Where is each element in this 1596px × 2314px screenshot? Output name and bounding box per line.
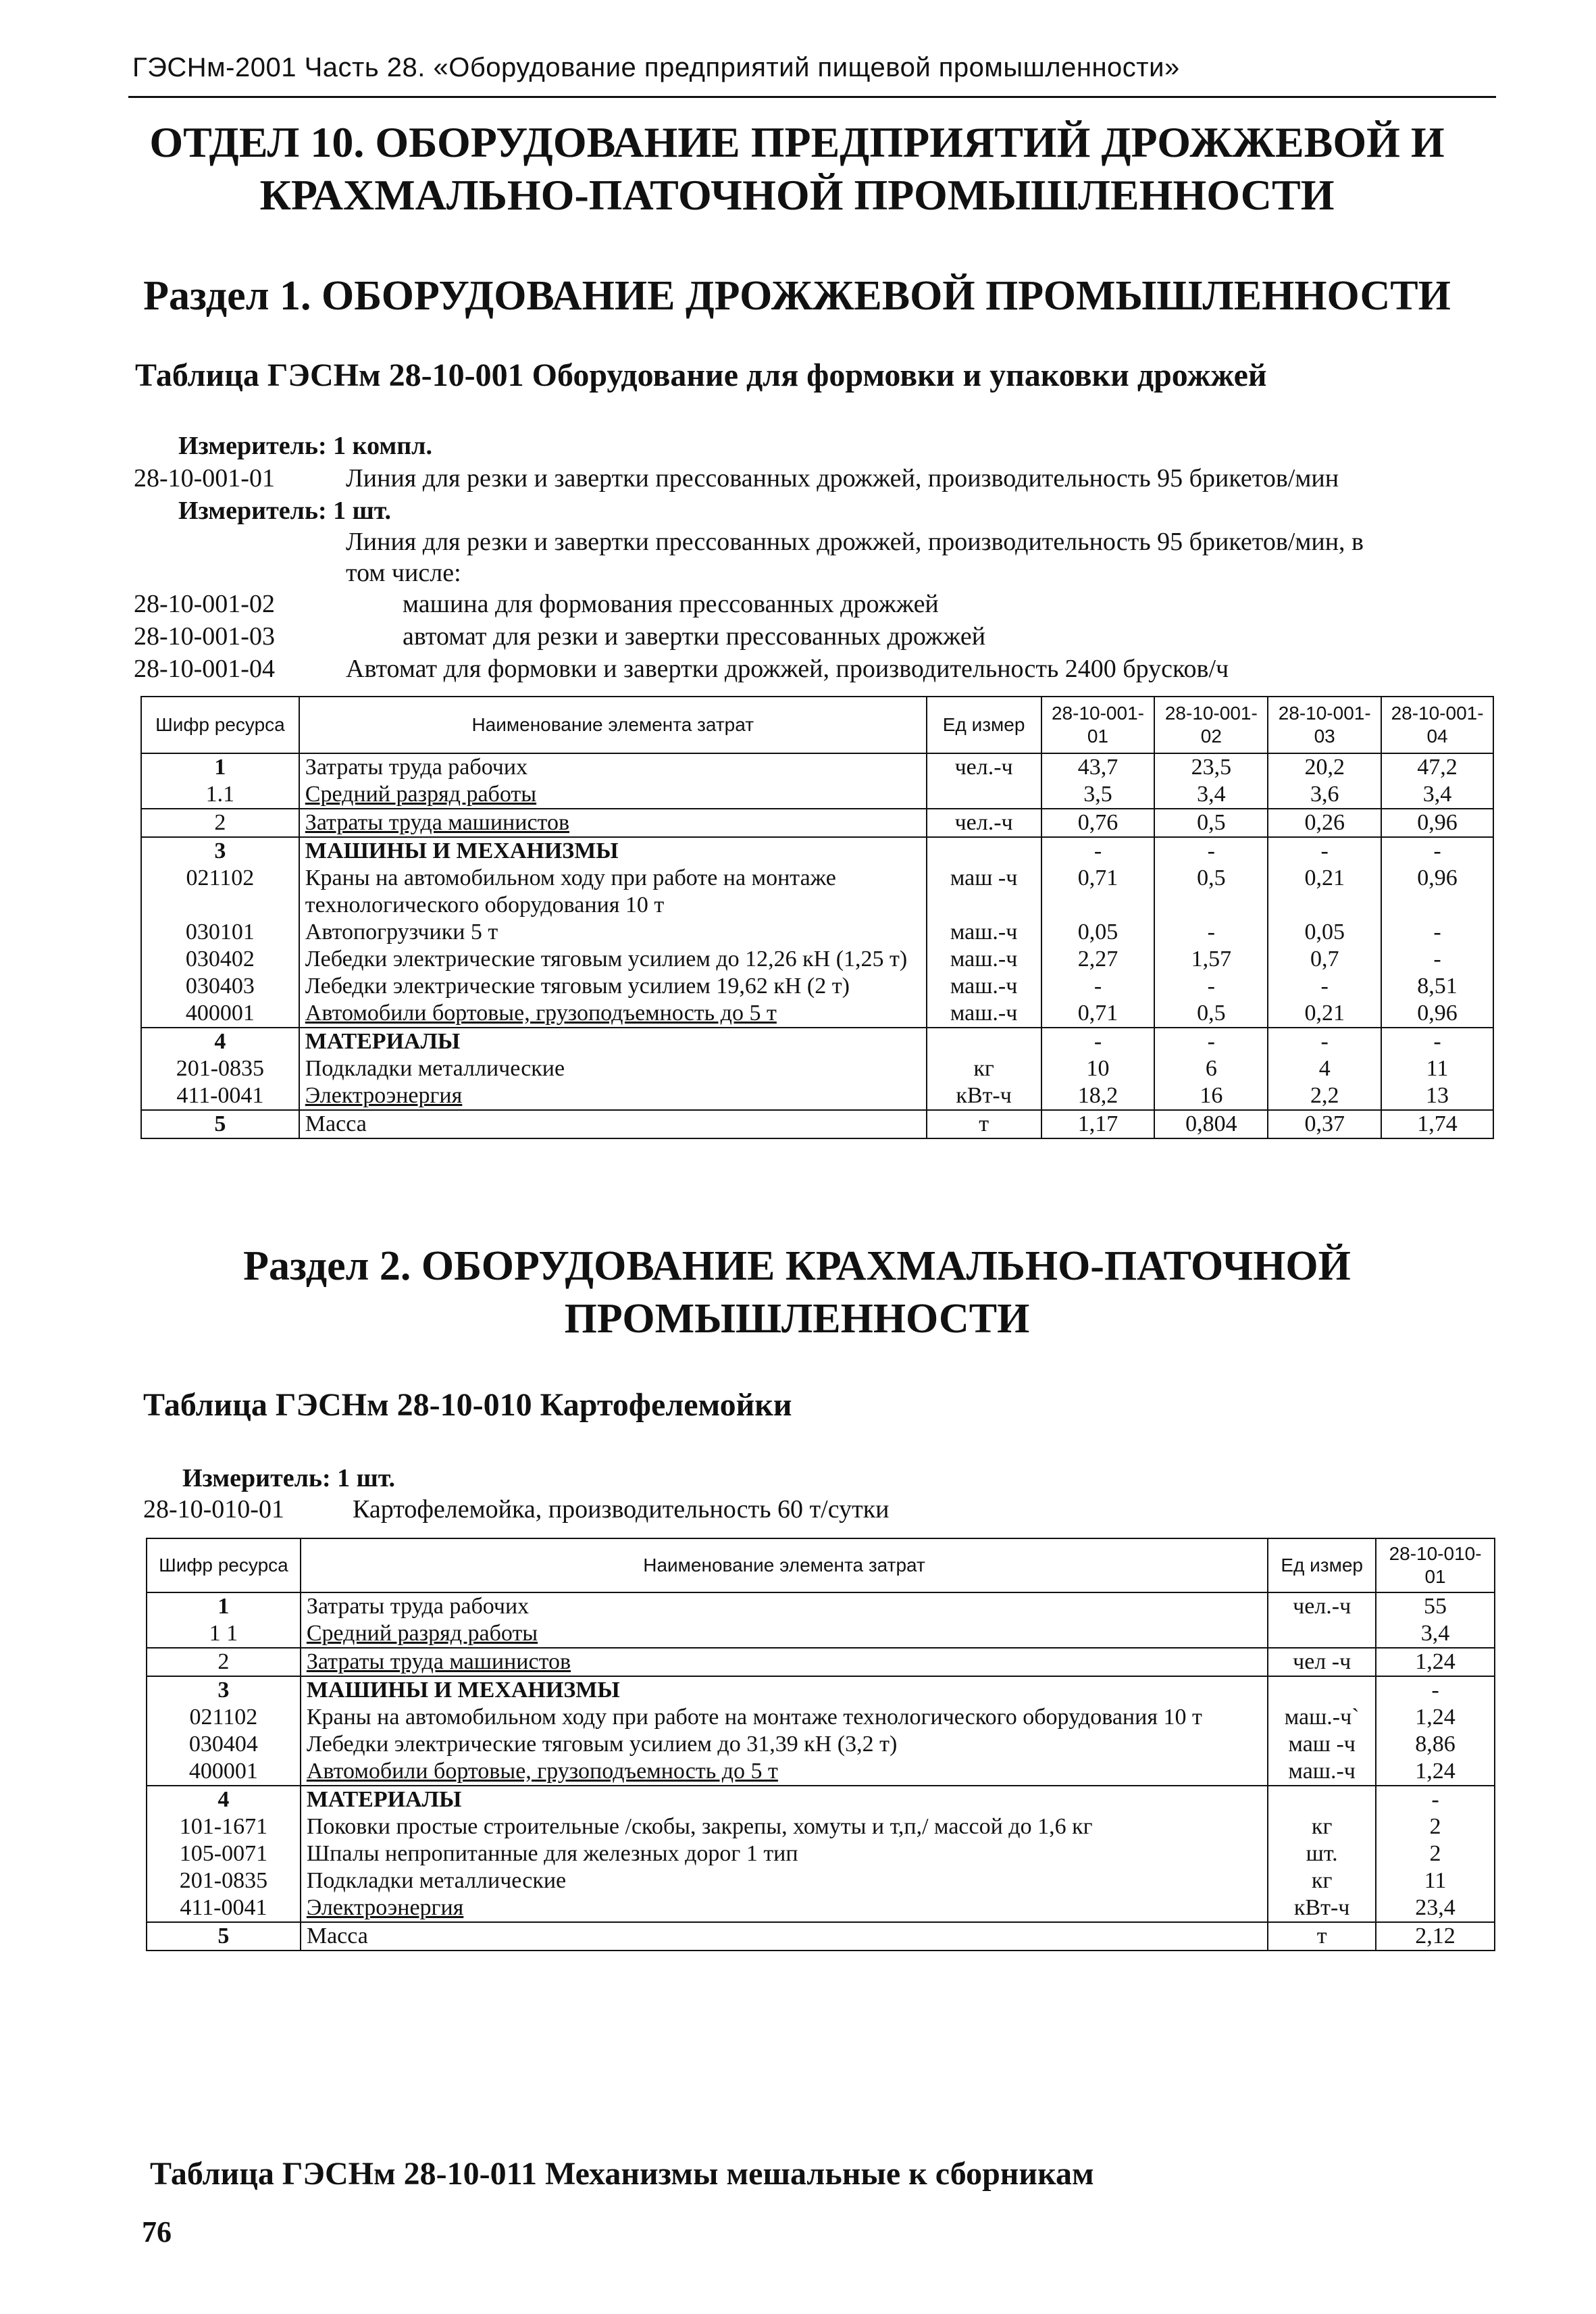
norm-value: 0,96 [1381,1000,1493,1028]
col-header-name: Наименование элемента затрат [301,1538,1268,1592]
resource-unit [1268,1676,1376,1704]
norm-description: Автомат для формовки и завертки дрожжей, производительность 2400 брусков/ч [346,655,1229,683]
resource-unit: т [927,1110,1041,1138]
resource-unit: маш.-ч [1268,1758,1376,1786]
resource-name [299,973,927,1000]
resource-unit [927,1028,1041,1055]
norm-value: 0,05 [1041,919,1155,946]
norm-description: автомат для резки и завертки прессованных дрожжей [403,622,986,651]
resource-unit [1268,1620,1376,1648]
norm-value: 3,4 [1381,781,1493,809]
resource-name [301,1704,1268,1731]
resource-name [301,1731,1268,1758]
col-header-code: Шифр ресурса [141,697,299,753]
norm-value: 0,804 [1154,1110,1268,1138]
resource-unit: чел.-ч [1268,1592,1376,1620]
norm-value: 0,7 [1268,946,1381,973]
resource-code: 1 [147,1592,301,1620]
table-row [141,1055,1493,1082]
table-row [147,1648,1495,1676]
resource-code: 101-1671 [147,1813,301,1840]
col-header-code: Шифр ресурса [147,1538,301,1592]
resource-name-text: Автомобили бортовые, грузоподъемность до 5 т [305,1001,777,1026]
table-row [147,1758,1495,1786]
meter-value: 1 компл. [333,432,432,460]
resource-unit: кг [927,1055,1041,1082]
resource-code: 3 [147,1676,301,1704]
table2-title: Таблица ГЭСНм 28-10-010 Картофелемойки [143,1387,792,1423]
table-row [147,1922,1495,1951]
norm-value: - [1268,837,1381,865]
resource-code: 2 [147,1648,301,1676]
norm-description: Линия для резки и завертки прессованных дрожжей, производительность 95 брикетов/мин, в [346,528,1364,556]
norm-value: 16 [1154,1082,1268,1110]
col-header-unit: Ед измер [1268,1538,1376,1592]
norm-value: 0,71 [1041,1000,1155,1028]
table-row [141,865,1493,919]
resource-code: 1.1 [141,781,299,809]
resource-code: 201-0835 [141,1055,299,1082]
page-number: 76 [142,2215,172,2248]
resource-name [299,865,927,919]
resource-name-text: МАТЕРИАЛЫ [306,1787,462,1812]
norm-value: 3,5 [1041,781,1155,809]
resource-name-text: Электроэнергия [305,1083,463,1108]
resource-unit [927,781,1041,809]
resource-name-text: Подкладки металлические [305,1056,565,1081]
norm-value: 0,96 [1381,865,1493,919]
meter-label: Измеритель: [182,1464,331,1492]
norm-code: 28-10-001-03 [134,622,275,651]
norm-value: - [1041,1028,1155,1055]
resource-name [299,919,927,946]
norm-value: 3,4 [1154,781,1268,809]
norm-value: 0,37 [1268,1110,1381,1138]
table-row [147,1704,1495,1731]
norm-value: 0,76 [1041,809,1155,837]
resource-name-text: Автопогрузчики 5 т [305,920,498,945]
norm-value: - [1381,919,1493,946]
norm-code: 28-10-001-02 [134,590,275,618]
resource-code: 030101 [141,919,299,946]
resource-code: 5 [147,1922,301,1951]
resource-name [299,837,927,865]
norm-code: 28-10-001-04 [134,655,275,683]
norm-value: - [1376,1786,1495,1813]
norm-value: 2 [1376,1840,1495,1867]
col-header-norm: 28-10-001-01 [1041,697,1155,753]
norm-description: машина для формования прессованных дрожжей [403,590,939,618]
resource-name [301,1676,1268,1704]
norm-value: 0,05 [1268,919,1381,946]
resource-name [299,1082,927,1110]
resource-name-text: Поковки простые строительные /скобы, закрепы, хомуты и т,п,/ массой до 1,6 кг [306,1814,1093,1839]
resource-code: 3 [141,837,299,865]
norm-value: 1,24 [1376,1758,1495,1786]
col-header-name: Наименование элемента затрат [299,697,927,753]
resource-name-text: Подкладки металлические [306,1868,567,1893]
meter-value: 1 шт. [333,497,392,525]
resource-code: 4 [147,1786,301,1813]
table2-meter [182,1462,395,1494]
resource-unit: маш.-ч [927,1000,1041,1028]
norm-value: 0,26 [1268,809,1381,837]
norm-value: 11 [1376,1867,1495,1894]
resource-unit: шт. [1268,1840,1376,1867]
norm-value: 4 [1268,1055,1381,1082]
resource-name [299,753,927,781]
norm-value: - [1154,919,1268,946]
department-title-line2: КРАХМАЛЬНО-ПАТОЧНОЙ ПРОМЫШЛЕННОСТИ [259,171,1335,219]
resource-name-text: МАШИНЫ И МЕХАНИЗМЫ [306,1678,620,1703]
resource-name-text: Лебедки электрические тяговым усилием 19,62 кН (2 т) [305,974,850,999]
table-row [147,1731,1495,1758]
department-title-line1: ОТДЕЛ 10. ОБОРУДОВАНИЕ ПРЕДПРИЯТИЙ ДРОЖЖЕВОЙ И [149,118,1445,166]
norm-value: 1,74 [1381,1110,1493,1138]
resource-unit [1268,1786,1376,1813]
resource-name-text: Шпалы непропитанные для железных дорог 1 тип [306,1841,798,1866]
resource-name-text: МАШИНЫ И МЕХАНИЗМЫ [305,838,619,863]
norm-value: 1,57 [1154,946,1268,973]
norm-value: 1,24 [1376,1704,1495,1731]
resource-name [301,1922,1268,1951]
norm-value: 0,5 [1154,1000,1268,1028]
resource-name [301,1840,1268,1867]
norm-description: Картофелемойка, производительность 60 т/сутки [353,1495,890,1524]
table-row [147,1867,1495,1894]
norm-value: - [1041,973,1155,1000]
table1-meter2 [178,495,391,527]
norm-value: - [1381,837,1493,865]
resource-unit: чел -ч [1268,1648,1376,1676]
resource-name [301,1894,1268,1922]
resource-name-text: Затраты труда машинистов [306,1649,571,1674]
meter-label: Измеритель: [178,497,327,525]
resource-name [299,1110,927,1138]
resource-name [299,1000,927,1028]
section1-title: Раздел 1. ОБОРУДОВАНИЕ ДРОЖЖЕВОЙ ПРОМЫШЛЕННОСТИ [143,273,1451,319]
section2-title-line1: Раздел 2. ОБОРУДОВАНИЕ КРАХМАЛЬНО-ПАТОЧНОЙ [243,1243,1351,1289]
norm-value: 3,4 [1376,1620,1495,1648]
norm-code: 28-10-010-01 [143,1495,284,1524]
norm-value: 2,27 [1041,946,1155,973]
norm-value: 47,2 [1381,753,1493,781]
norm-value: 55 [1376,1592,1495,1620]
resource-name [301,1867,1268,1894]
norm-value: 23,4 [1376,1894,1495,1922]
table-row [141,753,1493,781]
resource-unit: маш.-ч [927,919,1041,946]
resource-name [301,1648,1268,1676]
resource-code: 4 [141,1028,299,1055]
resource-code: 1 [141,753,299,781]
norm-value: - [1381,946,1493,973]
resource-table-1 [140,696,1494,1139]
meter-label: Измеритель: [178,432,327,460]
resource-code: 030402 [141,946,299,973]
resource-name-text: Масса [306,1923,368,1948]
resource-name [299,781,927,809]
norm-description: Линия для резки и завертки прессованных дрожжей, производительность 95 брикетов/мин [346,464,1339,493]
resource-code: 411-0041 [141,1082,299,1110]
resource-unit: маш.-ч [927,946,1041,973]
table-row [141,781,1493,809]
norm-value: - [1154,1028,1268,1055]
norm-value: 2,12 [1376,1922,1495,1951]
norm-value: - [1268,1028,1381,1055]
table1-title: Таблица ГЭСНм 28-10-001 Оборудование для формовки и упаковки дрожжей [135,357,1267,393]
resource-code: 030404 [147,1731,301,1758]
norm-value: - [1376,1676,1495,1704]
resource-name [299,1055,927,1082]
resource-unit: кВт-ч [927,1082,1041,1110]
resource-unit: чел.-ч [927,753,1041,781]
resource-name [299,809,927,837]
table-row [147,1786,1495,1813]
table-row [147,1840,1495,1867]
table1-meter1 [178,430,432,462]
resource-unit: кг [1268,1867,1376,1894]
norm-value: - [1041,837,1155,865]
norm-value: 3,6 [1268,781,1381,809]
resource-code: 021102 [141,865,299,919]
resource-code: 400001 [141,1000,299,1028]
resource-name-text: Затраты труда рабочих [305,755,528,780]
resource-name [299,1028,927,1055]
resource-unit: т [1268,1922,1376,1951]
norm-value: 43,7 [1041,753,1155,781]
resource-name-text: Лебедки электрические тяговым усилием до 12,26 кН (1,25 т) [305,947,908,972]
table-row [141,973,1493,1000]
norm-value: - [1154,973,1268,1000]
table-row [141,946,1493,973]
resource-code: 411-0041 [147,1894,301,1922]
resource-code: 201-0835 [147,1867,301,1894]
col-header-norm: 28-10-001-02 [1154,697,1268,753]
resource-name-text: Средний разряд работы [305,782,537,807]
resource-name [301,1620,1268,1648]
resource-name-text: МАТЕРИАЛЫ [305,1029,461,1054]
resource-name-text: Краны на автомобильном ходу при работе на монтаже технологического оборудования 10 т [305,865,836,917]
norm-value: 0,5 [1154,865,1268,919]
norm-value: 1,17 [1041,1110,1155,1138]
norm-value: - [1381,1028,1493,1055]
norm-value: 18,2 [1041,1082,1155,1110]
resource-code: 400001 [147,1758,301,1786]
resource-name-text: Средний разряд работы [306,1621,538,1646]
resource-unit: кг [1268,1813,1376,1840]
norm-value: 6 [1154,1055,1268,1082]
resource-unit: маш.-ч [927,973,1041,1000]
table-row [147,1894,1495,1922]
header-rule [128,96,1496,98]
norm-value: 23,5 [1154,753,1268,781]
resource-unit: маш -ч [1268,1731,1376,1758]
table-row [147,1676,1495,1704]
resource-name-text: Затраты труда машинистов [305,810,569,835]
resource-name [301,1758,1268,1786]
resource-code: 105-0071 [147,1840,301,1867]
resource-code: 5 [141,1110,299,1138]
resource-name-text: Лебедки электрические тяговым усилием до 31,39 кН (3,2 т) [306,1732,898,1757]
table-row [141,1028,1493,1055]
resource-code: 1 1 [147,1620,301,1648]
table-row [141,837,1493,865]
norm-value: 1,24 [1376,1648,1495,1676]
resource-unit: маш -ч [927,865,1041,919]
table-row [141,809,1493,837]
resource-unit [927,837,1041,865]
norm-description: том числе: [346,559,461,587]
norm-value: 0,21 [1268,865,1381,919]
norm-value: 0,96 [1381,809,1493,837]
resource-name-text: Электроэнергия [306,1895,464,1920]
norm-value: 2,2 [1268,1082,1381,1110]
resource-table-2 [146,1538,1495,1951]
meter-value: 1 шт. [337,1464,396,1492]
norm-value: 0,5 [1154,809,1268,837]
table-row [141,1110,1493,1138]
running-header: ГЭСНм-2001 Часть 28. «Оборудование предприятий пищевой промышленности» [132,53,1180,82]
col-header-unit: Ед измер [927,697,1041,753]
resource-name-text: Краны на автомобильном ходу при работе на монтаже технологического оборудования 10 т [306,1705,1202,1730]
norm-code: 28-10-001-01 [134,464,275,493]
table-row [141,1000,1493,1028]
section2-title [101,1240,1493,1345]
resource-name [301,1786,1268,1813]
resource-name-text: Затраты труда рабочих [306,1594,530,1619]
table-row [141,1082,1493,1110]
department-title [101,116,1493,222]
resource-name [301,1592,1268,1620]
resource-code: 021102 [147,1704,301,1731]
norm-value: 8,51 [1381,973,1493,1000]
col-header-norm: 28-10-010-01 [1376,1538,1495,1592]
norm-value: 8,86 [1376,1731,1495,1758]
resource-unit: кВт-ч [1268,1894,1376,1922]
table-row [141,919,1493,946]
resource-code: 030403 [141,973,299,1000]
norm-value: 0,21 [1268,1000,1381,1028]
norm-value: 2 [1376,1813,1495,1840]
norm-value: - [1154,837,1268,865]
norm-value: 11 [1381,1055,1493,1082]
resource-unit: чел.-ч [927,809,1041,837]
resource-unit: маш.-ч` [1268,1704,1376,1731]
norm-value: 20,2 [1268,753,1381,781]
table-row [147,1813,1495,1840]
table-row [147,1592,1495,1620]
norm-value: 13 [1381,1082,1493,1110]
resource-name-text: Автомобили бортовые, грузоподъемность до 5 т [306,1759,778,1784]
resource-code: 2 [141,809,299,837]
col-header-norm: 28-10-001-03 [1268,697,1381,753]
resource-name-text: Масса [305,1111,367,1136]
table-row [147,1620,1495,1648]
resource-name [299,946,927,973]
col-header-norm: 28-10-001-04 [1381,697,1493,753]
section2-title-line2: ПРОМЫШЛЕННОСТИ [564,1296,1030,1342]
resource-name [301,1813,1268,1840]
norm-value: - [1268,973,1381,1000]
norm-value: 10 [1041,1055,1155,1082]
table3-title: Таблица ГЭСНм 28-10-011 Механизмы мешальные к сборникам [150,2156,1094,2192]
norm-value: 0,71 [1041,865,1155,919]
